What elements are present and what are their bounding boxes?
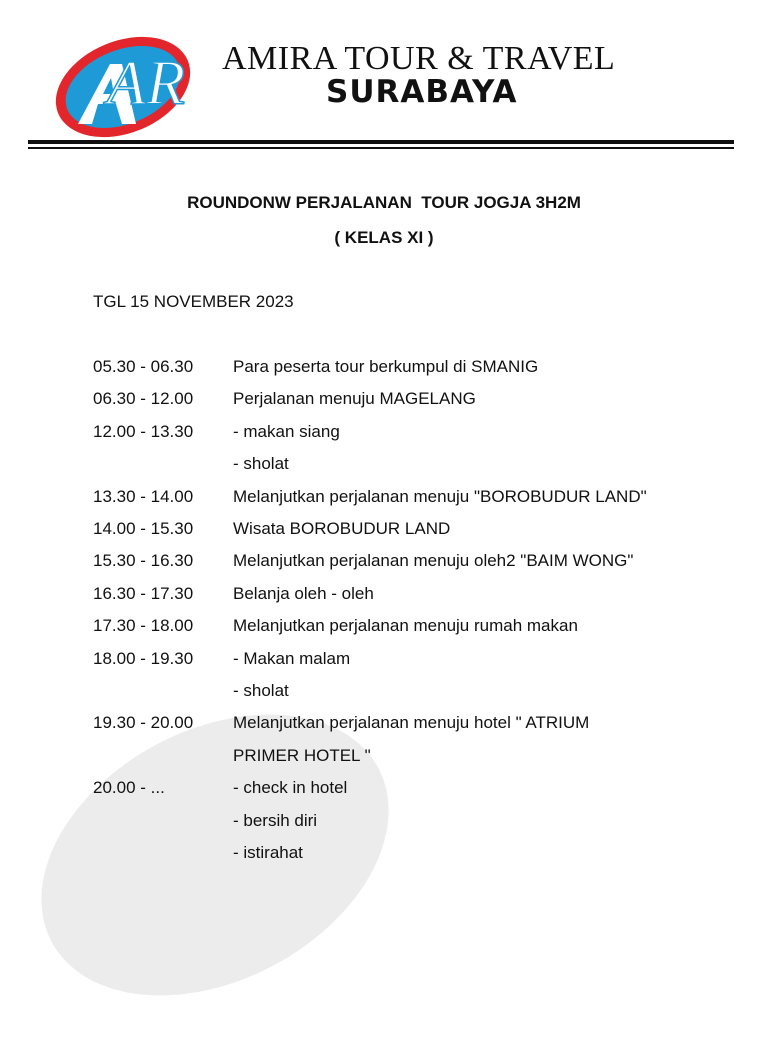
- schedule-row: [93, 486, 753, 512]
- schedule-row: [93, 842, 753, 868]
- schedule-time: 16.30 - 17.30: [93, 583, 194, 603]
- schedule-row: [93, 745, 753, 771]
- schedule-row: [93, 518, 753, 544]
- schedule-row: [93, 583, 753, 609]
- schedule-row: [93, 680, 753, 706]
- schedule-activity: - sholat: [233, 681, 289, 700]
- company-logo: [48, 34, 198, 140]
- brand-city: SURABAYA: [326, 74, 518, 110]
- schedule-row: [93, 777, 753, 803]
- schedule-time: 17.30 - 18.00: [93, 616, 194, 636]
- schedule-activity: Melanjutkan perjalanan menuju rumah makan: [233, 616, 578, 636]
- schedule-activity: Melanjutkan perjalanan menuju "BOROBUDUR LAND": [233, 486, 647, 506]
- schedule-activity: Perjalanan menuju MAGELANG: [233, 389, 476, 409]
- logo-letter: AR: [106, 47, 186, 118]
- schedule-time: 19.30 - 20.00: [93, 713, 194, 733]
- brand-name: AMIRA TOUR & TRAVEL: [222, 40, 616, 77]
- schedule-activity: Belanja oleh - oleh: [233, 583, 374, 603]
- schedule-activity: Melanjutkan perjalanan menuju oleh2 "BAIM WONG": [233, 551, 634, 571]
- schedule-time: 12.00 - 13.30: [93, 421, 194, 441]
- schedule-activity: - sholat: [233, 454, 289, 474]
- schedule-activity: - check in hotel: [233, 778, 348, 798]
- schedule-time: 13.30 - 14.00: [93, 486, 194, 506]
- header-rule-thick: [28, 140, 734, 144]
- document-title: ROUNDONW PERJALANAN TOUR JOGJA 3H2M: [187, 193, 581, 212]
- schedule-row: [93, 356, 753, 382]
- schedule-row: [93, 615, 753, 641]
- schedule-row: [93, 648, 753, 674]
- schedule-time: 14.00 - 15.30: [93, 519, 194, 538]
- schedule-row: [93, 810, 753, 836]
- schedule-row: [93, 550, 753, 576]
- schedule-activity: - makan siang: [233, 421, 340, 441]
- schedule-time: 05.30 - 06.30: [93, 357, 194, 376]
- header-rule-thin: [28, 147, 734, 149]
- document-subtitle: ( KELAS XI ): [334, 228, 434, 247]
- schedule-activity: Wisata BOROBUDUR LAND: [233, 519, 451, 538]
- schedule-activity: Melanjutkan perjalanan menuju hotel " ATRIUM: [233, 713, 590, 733]
- schedule-row: [93, 388, 753, 414]
- schedule-time: 15.30 - 16.30: [93, 551, 194, 571]
- schedule-row: [93, 421, 753, 447]
- schedule-row: [93, 712, 753, 738]
- letterhead: [0, 0, 768, 150]
- schedule-activity: Para peserta tour berkumpul di SMANIG: [233, 357, 539, 376]
- schedule-time: 18.00 - 19.30: [93, 648, 194, 668]
- schedule-activity: - bersih diri: [233, 810, 318, 830]
- schedule-row: [93, 453, 753, 479]
- schedule-activity: - istirahat: [233, 843, 303, 862]
- schedule-activity: PRIMER HOTEL ": [233, 745, 371, 765]
- schedule-time: 20.00 - ...: [93, 778, 165, 798]
- schedule-activity: - Makan malam: [233, 648, 351, 668]
- schedule-time: 06.30 - 12.00: [93, 389, 194, 409]
- tour-date: TGL 15 NOVEMBER 2023: [93, 292, 294, 311]
